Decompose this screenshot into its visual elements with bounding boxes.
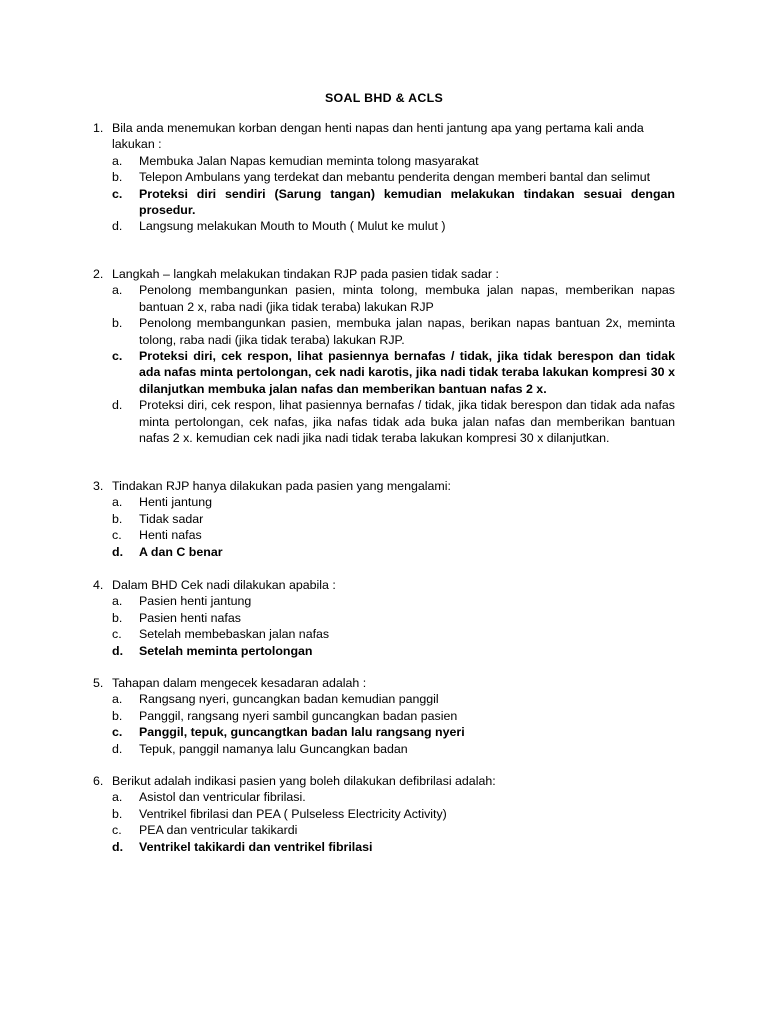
option-label: a. xyxy=(112,594,123,609)
option-text: Pasien henti jantung xyxy=(139,594,252,609)
option-label: b. xyxy=(112,806,123,821)
option-text: PEA dan ventricular takikardi xyxy=(139,823,298,838)
option-text: Penolong membangunkan pasien, minta tolong, membuka jalan napas, memberikan napas bantuan 2 x, raba nadi (jika tidak teraba) lakukan RJP xyxy=(139,283,675,314)
question-number: 1. xyxy=(93,121,104,135)
option-label: d. xyxy=(112,219,123,234)
option-label: d. xyxy=(112,643,124,658)
option-b xyxy=(93,708,675,724)
option-label: b. xyxy=(112,610,123,625)
option-b xyxy=(93,610,675,626)
document-title: SOAL BHD & ACLS xyxy=(324,91,444,105)
option-text: A dan C benar xyxy=(139,544,223,559)
option-label: c. xyxy=(112,725,123,740)
option-c xyxy=(93,822,675,838)
option-label: a. xyxy=(112,692,123,707)
option-text: Rangsang nyeri, guncangkan badan kemudian panggil xyxy=(139,692,439,707)
question-text: Tindakan RJP hanya dilakukan pada pasien yang mengalami: xyxy=(112,479,451,493)
option-label: b. xyxy=(112,316,123,331)
option-text: Henti nafas xyxy=(139,528,202,543)
question-number: 3. xyxy=(93,479,104,493)
option-d xyxy=(93,839,675,855)
option-label: d. xyxy=(112,544,124,559)
option-text: Ventrikel takikardi dan ventrikel fibrilasi xyxy=(139,839,373,854)
question-text: Langkah – langkah melakukan tindakan RJP pada pasien tidak sadar : xyxy=(112,267,499,281)
option-text: Pasien henti nafas xyxy=(139,610,241,625)
option-label: a. xyxy=(112,153,123,168)
option-text: Proteksi diri, cek respon, lihat pasiennya bernafas / tidak, jika tidak berespon dan tidak ada nafas minta pertolongan, cek nafas, jika nafas tidak ada buka jalan nafas dan memberikan bantuan nafas 2 x. kemudian cek nadi jika nadi tidak teraba lakukan kompresi 30 x dilanjutkan. xyxy=(139,398,675,446)
question-text: Tahapan dalam mengecek kesadaran adalah : xyxy=(112,676,367,690)
option-c xyxy=(93,724,675,740)
option-b xyxy=(93,169,675,185)
option-label: a. xyxy=(112,790,123,805)
option-d xyxy=(93,218,675,234)
option-label: d. xyxy=(112,741,123,756)
option-label: c. xyxy=(112,528,122,543)
option-a xyxy=(93,593,675,609)
question-text: Berikut adalah indikasi pasien yang boleh dilakukan defibrilasi adalah: xyxy=(112,774,496,788)
option-text: Setelah membebaskan jalan nafas xyxy=(139,627,330,642)
option-d xyxy=(93,397,675,446)
option-list xyxy=(93,282,675,446)
option-text: Proteksi diri, cek respon, lihat pasiennya bernafas / tidak, jika tidak berespon dan tidak ada nafas minta pertolongan, cek nadi karotis, jika nadi tidak teraba lakukan kompresi 30 x dilanjutkan membuka jalan nafas dan memberikan bantuan nafas 2 x. xyxy=(139,349,675,396)
option-text: Panggil, tepuk, guncangtkan badan lalu rangsang nyeri xyxy=(139,725,465,740)
option-label: a. xyxy=(112,495,123,510)
option-label: c. xyxy=(112,186,123,201)
question-3 xyxy=(93,478,675,560)
option-c xyxy=(93,186,675,219)
question-6 xyxy=(93,773,675,855)
option-a xyxy=(93,691,675,707)
option-c xyxy=(93,527,675,543)
option-d xyxy=(93,643,675,659)
question-4 xyxy=(93,577,675,659)
option-a xyxy=(93,282,675,315)
option-label: c. xyxy=(112,627,122,642)
option-b xyxy=(93,806,675,822)
option-text: Asistol dan ventricular fibrilasi. xyxy=(139,790,306,805)
option-list xyxy=(93,153,675,235)
option-label: c. xyxy=(112,823,122,838)
option-text: Penolong membangunkan pasien, membuka jalan napas, berikan napas bantuan 2x, meminta tolong, raba nadi (jika tidak teraba) lakukan RJP. xyxy=(139,316,675,347)
option-list xyxy=(93,593,675,659)
option-a xyxy=(93,153,675,169)
option-list xyxy=(93,789,675,855)
option-label: c. xyxy=(112,349,123,364)
option-label: d. xyxy=(112,839,124,854)
option-d xyxy=(93,741,675,757)
option-text: Langsung melakukan Mouth to Mouth ( Mulut ke mulut ) xyxy=(139,219,446,234)
question-number: 4. xyxy=(93,578,104,592)
question-2 xyxy=(93,266,675,446)
option-text: Proteksi diri sendiri (Sarung tangan) kemudian melakukan tindakan sesuai dengan prosedur. xyxy=(139,186,675,218)
option-d xyxy=(93,544,675,560)
option-text: Telepon Ambulans yang terdekat dan mebantu penderita dengan memberi bantal dan selimut xyxy=(139,170,651,185)
option-label: b. xyxy=(112,708,123,723)
option-c xyxy=(93,626,675,642)
option-list xyxy=(93,494,675,560)
option-a xyxy=(93,494,675,510)
option-text: Tidak sadar xyxy=(139,511,204,526)
option-label: a. xyxy=(112,283,123,298)
option-b xyxy=(93,315,675,348)
option-text: Membuka Jalan Napas kemudian meminta tolong masyarakat xyxy=(139,153,479,168)
question-5 xyxy=(93,675,675,757)
option-text: Setelah meminta pertolongan xyxy=(139,643,313,658)
question-number: 2. xyxy=(93,267,104,281)
option-list xyxy=(93,691,675,757)
question-text: Bila anda menemukan korban dengan henti napas dan henti jantung apa yang pertama kali anda lakukan : xyxy=(112,121,644,152)
option-text: Henti jantung xyxy=(139,495,213,510)
question-1 xyxy=(93,120,675,235)
option-text: Tepuk, panggil namanya lalu Guncangkan badan xyxy=(139,741,408,756)
option-label: d. xyxy=(112,398,123,413)
option-a xyxy=(93,789,675,805)
option-text: Ventrikel fibrilasi dan PEA ( Pulseless Electricity Activity) xyxy=(139,806,447,821)
option-b xyxy=(93,511,675,527)
question-number: 6. xyxy=(93,774,104,788)
option-text: Panggil, rangsang nyeri sambil guncangkan badan pasien xyxy=(139,708,458,723)
option-c xyxy=(93,348,675,397)
question-text: Dalam BHD Cek nadi dilakukan apabila : xyxy=(112,578,336,592)
question-number: 5. xyxy=(93,676,104,690)
option-label: b. xyxy=(112,511,123,526)
option-label: b. xyxy=(112,170,123,185)
